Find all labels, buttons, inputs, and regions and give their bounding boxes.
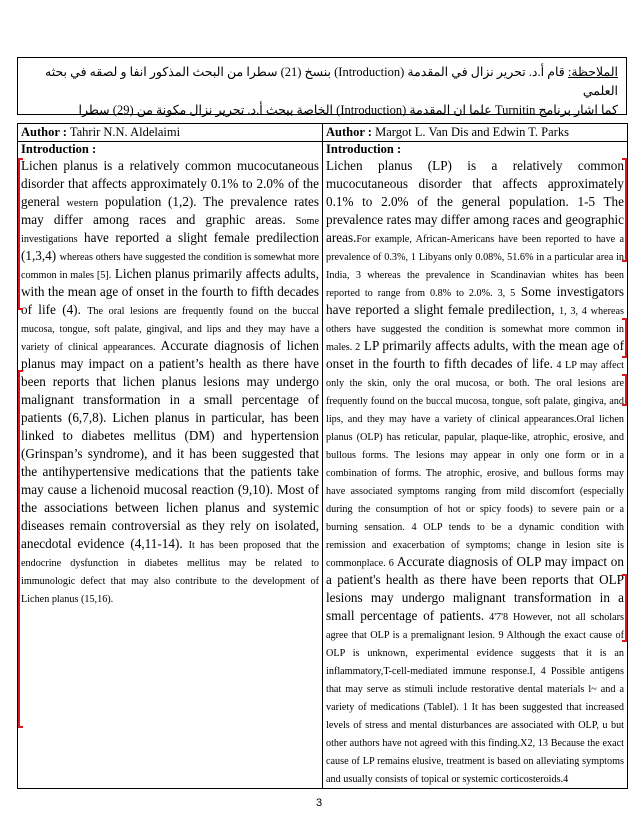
highlight-bracket-right-1 (622, 158, 627, 262)
left-text-segment: have reported a slight female predilection (1,3,4) (21, 230, 319, 263)
left-text-segment: Lichen planus primarily affects adults, with the mean age of onset in the fourth to fifth decades of life (4). (21, 266, 319, 317)
right-text-segment: 1, 3, 4 whereas others have suggested the condition is somewhat more common in males. 2 (326, 306, 624, 353)
left-author-cell (18, 124, 323, 142)
note-line-1 (26, 63, 618, 101)
right-author-label: Author : (326, 125, 372, 139)
left-author-label: Author : (21, 125, 67, 139)
left-text-segment: Some investigations (21, 216, 319, 245)
comparison-table (17, 123, 628, 789)
left-introduction-text (21, 157, 319, 607)
left-text-segment: Lichen planus is a relatively common mucocutaneous disorder that affects approximately 0.1% to 2.0% of the general (21, 158, 319, 209)
left-text-segment: It has been proposed that the endocrine dysfunction in diabetes mellitus may be related to immunologic defect that may also contribute to the development of Lichen planus (15,16). (21, 540, 319, 605)
right-text-segment: 4'7'8 However, not all scholars agree that OLP is a premalignant lesion. 9 Although the exact cause of OLP is unknown, experimental evidence suggests that it is an inflammatory,T-cell-mediated immune response.I, 4 Possible antigens that may serve as stimuli include restorative dental materials l~ and a variety of medications (TableI). 1 It has been suggested that increased levels of stress and mental disturbances are associated with OLP, u but other authors have not agreed with this finding.X2, 13 Because the exact cause of LP remains elusive, treatment is based on alleviating symptoms and usually consists of topical or systemic corticosteroids.4 (326, 612, 624, 785)
note-label: الملاحظة: (567, 65, 618, 79)
content-row (18, 142, 628, 789)
right-author-name: Margot L. Van Dis and Edwin T. Parks (371, 125, 569, 139)
highlight-bracket-right-2 (622, 318, 627, 358)
page-number: 3 (315, 797, 323, 809)
left-intro-heading: Introduction : (21, 142, 97, 156)
right-text-segment: LP primarily affects adults, with the mean age of onset in the fourth to fifth decades of life. (326, 338, 624, 371)
right-text-segment: 4 LP may affect only the skin, only the oral mucosa, or both. The oral lesions are frequently found on the buccal mucosa, tongue, soft palate, gingiva, and lips, and they may have a variety of clinical appearances.Oral lichen planus (OLP) has reticular, papular, plaque-like, atrophic, erosive, and bullous forms. The lesions may appear in only one form or in a combination of forms. The atrophic, erosive, and bullous forms may have associated symptoms ranging from mild discomfort (especially during the consumption of hot or spicy foods) to severe pain or a burning sensation. 4 OLP tends to be a dynamic condition with remission and exacerbation of symptoms; change in lesion site is commonplace. 6 (326, 360, 625, 569)
left-text-segment: The oral lesions are frequently found on the buccal mucosa, tongue, soft palate, gingival, and lips and they may have a variety of clinical appearances. (21, 306, 319, 353)
arabic-note-box (17, 57, 627, 115)
highlight-bracket-right-3 (622, 374, 627, 406)
note-line-2: كما اشار برنامج Turnitin علما ان المقدمة (Introduction) الخاصة ببحث أ.د. تحرير نزال مكونة من (29) سطرا (78, 103, 618, 117)
note-line-1-text: قام أ.د. تحرير نزال في المقدمة (Introduction) بنسخ (21) سطرا من البحث المذكور انفا و لصقه في بحثه العلمي (45, 65, 618, 98)
highlight-bracket-left-1 (18, 158, 23, 310)
right-text-segment: Accurate diagnosis of OLP may impact on a patient's health as there have been reports that OLP lesions may undergo malignant transformation in a small percentage of patients. (326, 554, 624, 623)
right-intro-heading: Introduction : (326, 142, 402, 156)
highlight-bracket-right-4 (622, 574, 627, 642)
left-author-name: Tahrir N.N. Aldelaimi (66, 125, 181, 139)
right-introduction-text (326, 157, 624, 787)
left-text-segment: population (1,2). The prevalence rates may differ among races and graphic areas. (21, 194, 319, 227)
right-text-cell (323, 142, 628, 789)
left-text-segment: whereas others have suggested the condition is somewhat more common in males [5]. (21, 252, 319, 281)
left-text-cell (18, 142, 323, 789)
author-row (18, 124, 628, 142)
right-text-segment: For example, African-Americans have been reported to have a prevalence of 0.3%, 1 Libyans only 0.08%, 51.6% in a particular area in India, 3 whereas the prevalence in Scandinavian whites has been reported to range from 0.8% to 2.0%. 3, 5 (326, 234, 624, 299)
left-text-segment: Accurate diagnosis of lichen planus may impact on a patient’s health as there have been reports that lichen planus lesions may undergo malignant transformation in a small percentage of patients (6,7,8). Lichen planus in particular, has been linked to diabetes mellitus (DM) and hypertension (Grinspan’s syndrome), and it has been suggested that the antihypertensive medications that the patients take may cause a lichenoid mucosal reaction (9,10). Most of the associations between lichen planus and systemic diseases remain controversial as they rely on isolated, anecdotal evidence (4,11-14). (21, 338, 319, 551)
right-text-segment: Some investigators have reported a slight female predilection, (326, 284, 625, 317)
right-author-cell (323, 124, 628, 142)
right-text-segment: Lichen planus (LP) is a relatively common mucocutaneous disorder that affects approximately 0.1% to 2.0% of the general population. 1-5 The prevalence rates may differ among races and geographic areas. (326, 158, 624, 245)
highlight-bracket-left-2 (18, 370, 23, 728)
left-text-segment: western (66, 198, 99, 209)
